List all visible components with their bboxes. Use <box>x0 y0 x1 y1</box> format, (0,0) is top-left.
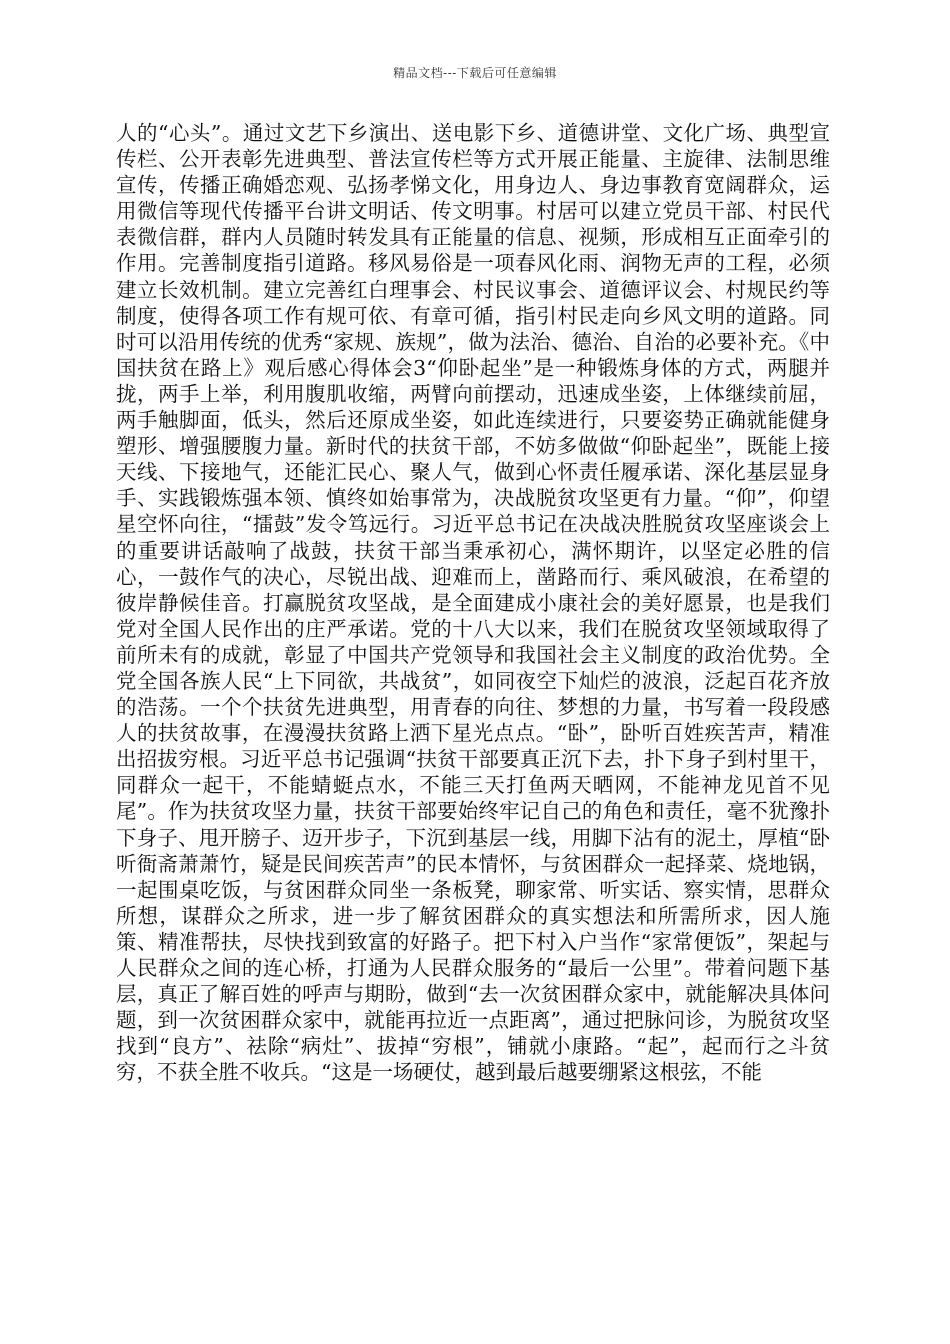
page-header: 精品文档---下载后可任意编辑 <box>393 66 557 80</box>
document-body: 人的“心头”。通过文艺下乡演出、送电影下乡、道德讲堂、文化广场、典型宣传栏、公开表彰先进典型、普法宣传栏等方式开展正能量、主旋律、法制思维宣传，传播正确婚恋观、弘扬孝悌文化，用身边人、身边事教育宽阔群众，运用微信等现代传播平台讲文明话、传文明事。村居可以建立党员干部、村民代表微信群，群内人员随时转发具有正能量的信息、视频，形成相互正面牵引的作用。完善制度指引道路。移风易俗是一项春风化雨、润物无声的工程，必须建立长效机制。建立完善红白理事会、村民议事会、道德评议会、村规民约等制度，使得各项工作有规可依、有章可循，指引村民走向乡风文明的道路。同时可以沿用传统的优秀“家规、族规”，做为法治、德治、自治的必要补充。《中国扶贫在路上》观后感心得体会3“仰卧起坐”是一种锻炼身体的方式，两腿并拢，两手上举，利用腹肌收缩，两臂向前摆动，迅速成坐姿，上体继续前屈，两手触脚面，低头，然后还原成坐姿，如此连续进行，只要姿势正确就能健身塑形、增强腰腹力量。新时代的扶贫干部，不妨多做做“仰卧起坐”，既能上接天线、下接地气，还能汇民心、聚人气，做到心怀责任履承诺、深化基层显身手、实践锻炼强本领、慎终如始事常为，决战脱贫攻坚更有力量。“仰”，仰望星空怀向往，“擂鼓”发令笃远行。习近平总书记在决战决胜脱贫攻坚座谈会上的重要讲话敲响了战鼓，扶贫干部当秉承初心，满怀期许，以坚定必胜的信心，一鼓作气的决心，尽锐出战、迎难而上，凿路而行、乘风破浪，在希望的彼岸静候佳音。打赢脱贫攻坚战，是全面建成小康社会的美好愿景，也是我们党对全国人民作出的庄严承诺。党的十八大以来，我们在脱贫攻坚领域取得了前所未有的成就，彰显了中国共产党领导和我国社会主义制度的政治优势。全党全国各族人民“上下同欲，共战贫”，如同夜空下灿烂的波浪，泛起百花齐放的浩荡。一个个扶贫先进典型，用青春的向往、梦想的力量，书写着一段段感人的扶贫故事，在漫漫扶贫路上洒下星光点点。“卧”，卧听百姓疾苦声，精准出招拔穷根。习近平总书记强调“扶贫干部要真正沉下去，扑下身子到村里干，同群众一起干，不能蜻蜓点水，不能三天打鱼两天晒网，不能神龙见首不见尾”。作为扶贫攻坚力量，扶贫干部要始终牢记自己的角色和责任，毫不犹豫扑下身子、甩开膀子、迈开步子，下沉到基层一线，用脚下沾有的泥土，厚植“卧听衙斋萧萧竹，疑是民间疾苦声”的民本情怀，与贫困群众一起择菜、烧地锅，一起围桌吃饭，与贫困群众同坐一条板凳，聊家常、听实话、察实情，思群众所想，谋群众之所求，进一步了解贫困群众的真实想法和所需所求，因人施策、精准帮扶，尽快找到致富的好路子。把下村入户当作“家常便饭”，架起与人民群众之间的连心桥，打通为人民群众服务的“最后一公里”。带着问题下基层，真正了解百姓的呼声与期盼，做到“去一次贫困群众家中，就能解决具体问题，到一次贫困群众家中，就能再拉近一点距离”，通过把脉问诊，为脱贫攻坚找到“良方”、祛除“病灶”、拔掉“穷根”，铺就小康路。“起”，起而行之斗贫穷，不获全胜不收兵。“这是一场硬仗，越到最后越要绷紧这根弦，不能 <box>116 121 830 1085</box>
